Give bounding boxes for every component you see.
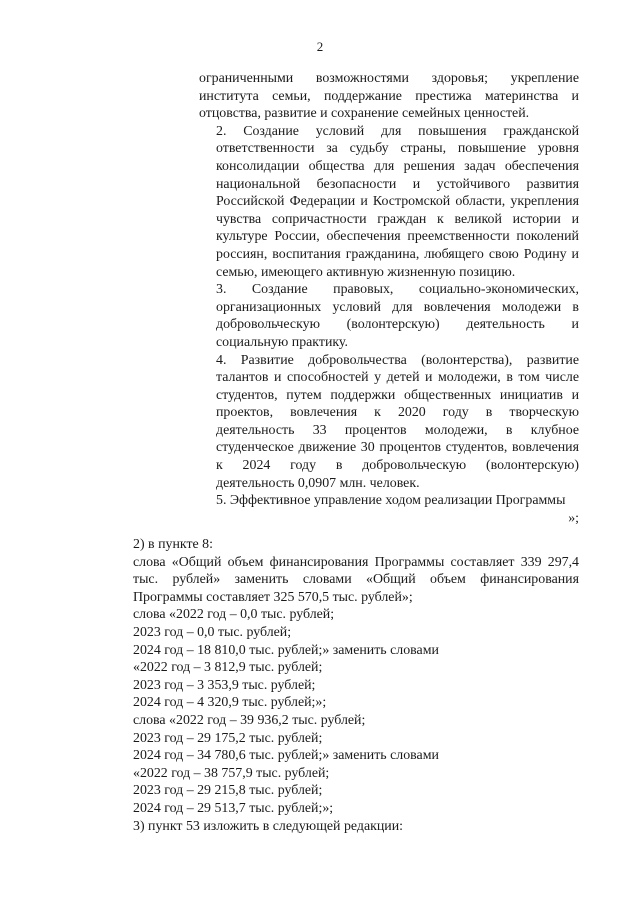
- paragraph-goal-2: 2. Создание условий для повышения гражданской ответственности за судьбу страны, повышение уровня консолидации общества для решения задач обеспечения национальной безопасности и устойчивого развития Российской Федерации и Костромской области, укрепления чувства сопричастности граждан к великой истории и культуре России, обеспечения преемственности поколений россиян, воспитания гражданина, любящего свою Родину и семью, имеющего активную жизненную позицию.: [216, 123, 579, 280]
- financing-line: 2024 год – 34 780,6 тыс. рублей;» заменить словами: [133, 748, 439, 764]
- financing-line: 2023 год – 3 353,9 тыс. рублей;: [133, 677, 316, 693]
- replace-total-financing: слова «Общий объем финансирования Программы составляет 339 297,4 тыс. рублей» заменить словами «Общий объем финансирования Программы составляет 325 570,5 тыс. рублей»;: [133, 554, 579, 605]
- paragraph-goal-5: 5. Эффективное управление ходом реализации Программы: [216, 493, 566, 509]
- paragraph-family-values: ограниченными возможностями здоровья; укрепление института семьи, поддержание престижа материнства и отцовства, развитие и сохранение семейных ценностей.: [199, 71, 579, 122]
- financing-line: 2023 год – 0,0 тыс. рублей;: [133, 624, 292, 640]
- item-2-heading: 2) в пункте 8:: [133, 537, 213, 552]
- item-3-heading: 3) пункт 53 изложить в следующей редакции:: [133, 818, 404, 834]
- page-number: 2: [316, 39, 324, 54]
- financing-line: 2024 год – 29 513,7 тыс. рублей;»;: [133, 800, 334, 816]
- financing-line: 2024 год – 18 810,0 тыс. рублей;» заменить словами: [133, 642, 439, 658]
- amendments-body: [116, 536, 579, 835]
- financing-line: «2022 год – 3 812,9 тыс. рублей;: [133, 660, 323, 676]
- financing-line: 2023 год – 29 215,8 тыс. рублей;: [133, 783, 323, 799]
- paragraph-goal-3: 3. Создание правовых, социально-экономических, организационных условий для вовлечения молодежи в добровольческую (волонтерскую) деятельность и социальную практику.: [216, 282, 579, 350]
- financing-line: слова «2022 год – 39 936,2 тыс. рублей;: [133, 712, 366, 728]
- closing-quote: »;: [568, 510, 579, 526]
- program-goals-column: [199, 70, 579, 527]
- financing-block-2: [116, 712, 579, 818]
- financing-line: 2023 год – 29 175,2 тыс. рублей;: [133, 730, 323, 746]
- financing-block-1: [116, 606, 579, 712]
- financing-line: «2022 год – 38 757,9 тыс. рублей;: [133, 765, 330, 781]
- paragraph-goal-4: 4. Развитие добровольчества (волонтерства), развитие талантов и способностей у детей и молодежи, в том числе студентов, путем поддержки общественных инициатив и проектов, вовлечения к 2020 году в творческую деятельность 33 процентов молодежи, в клубное студенческое движение 30 процентов студентов, вовлечения к 2024 году в добровольческую (волонтерскую) деятельность 0,0907 млн. человек.: [216, 352, 579, 491]
- financing-line: 2024 год – 4 320,9 тыс. рублей;»;: [133, 695, 327, 711]
- financing-line: слова «2022 год – 0,0 тыс. рублей;: [133, 607, 335, 623]
